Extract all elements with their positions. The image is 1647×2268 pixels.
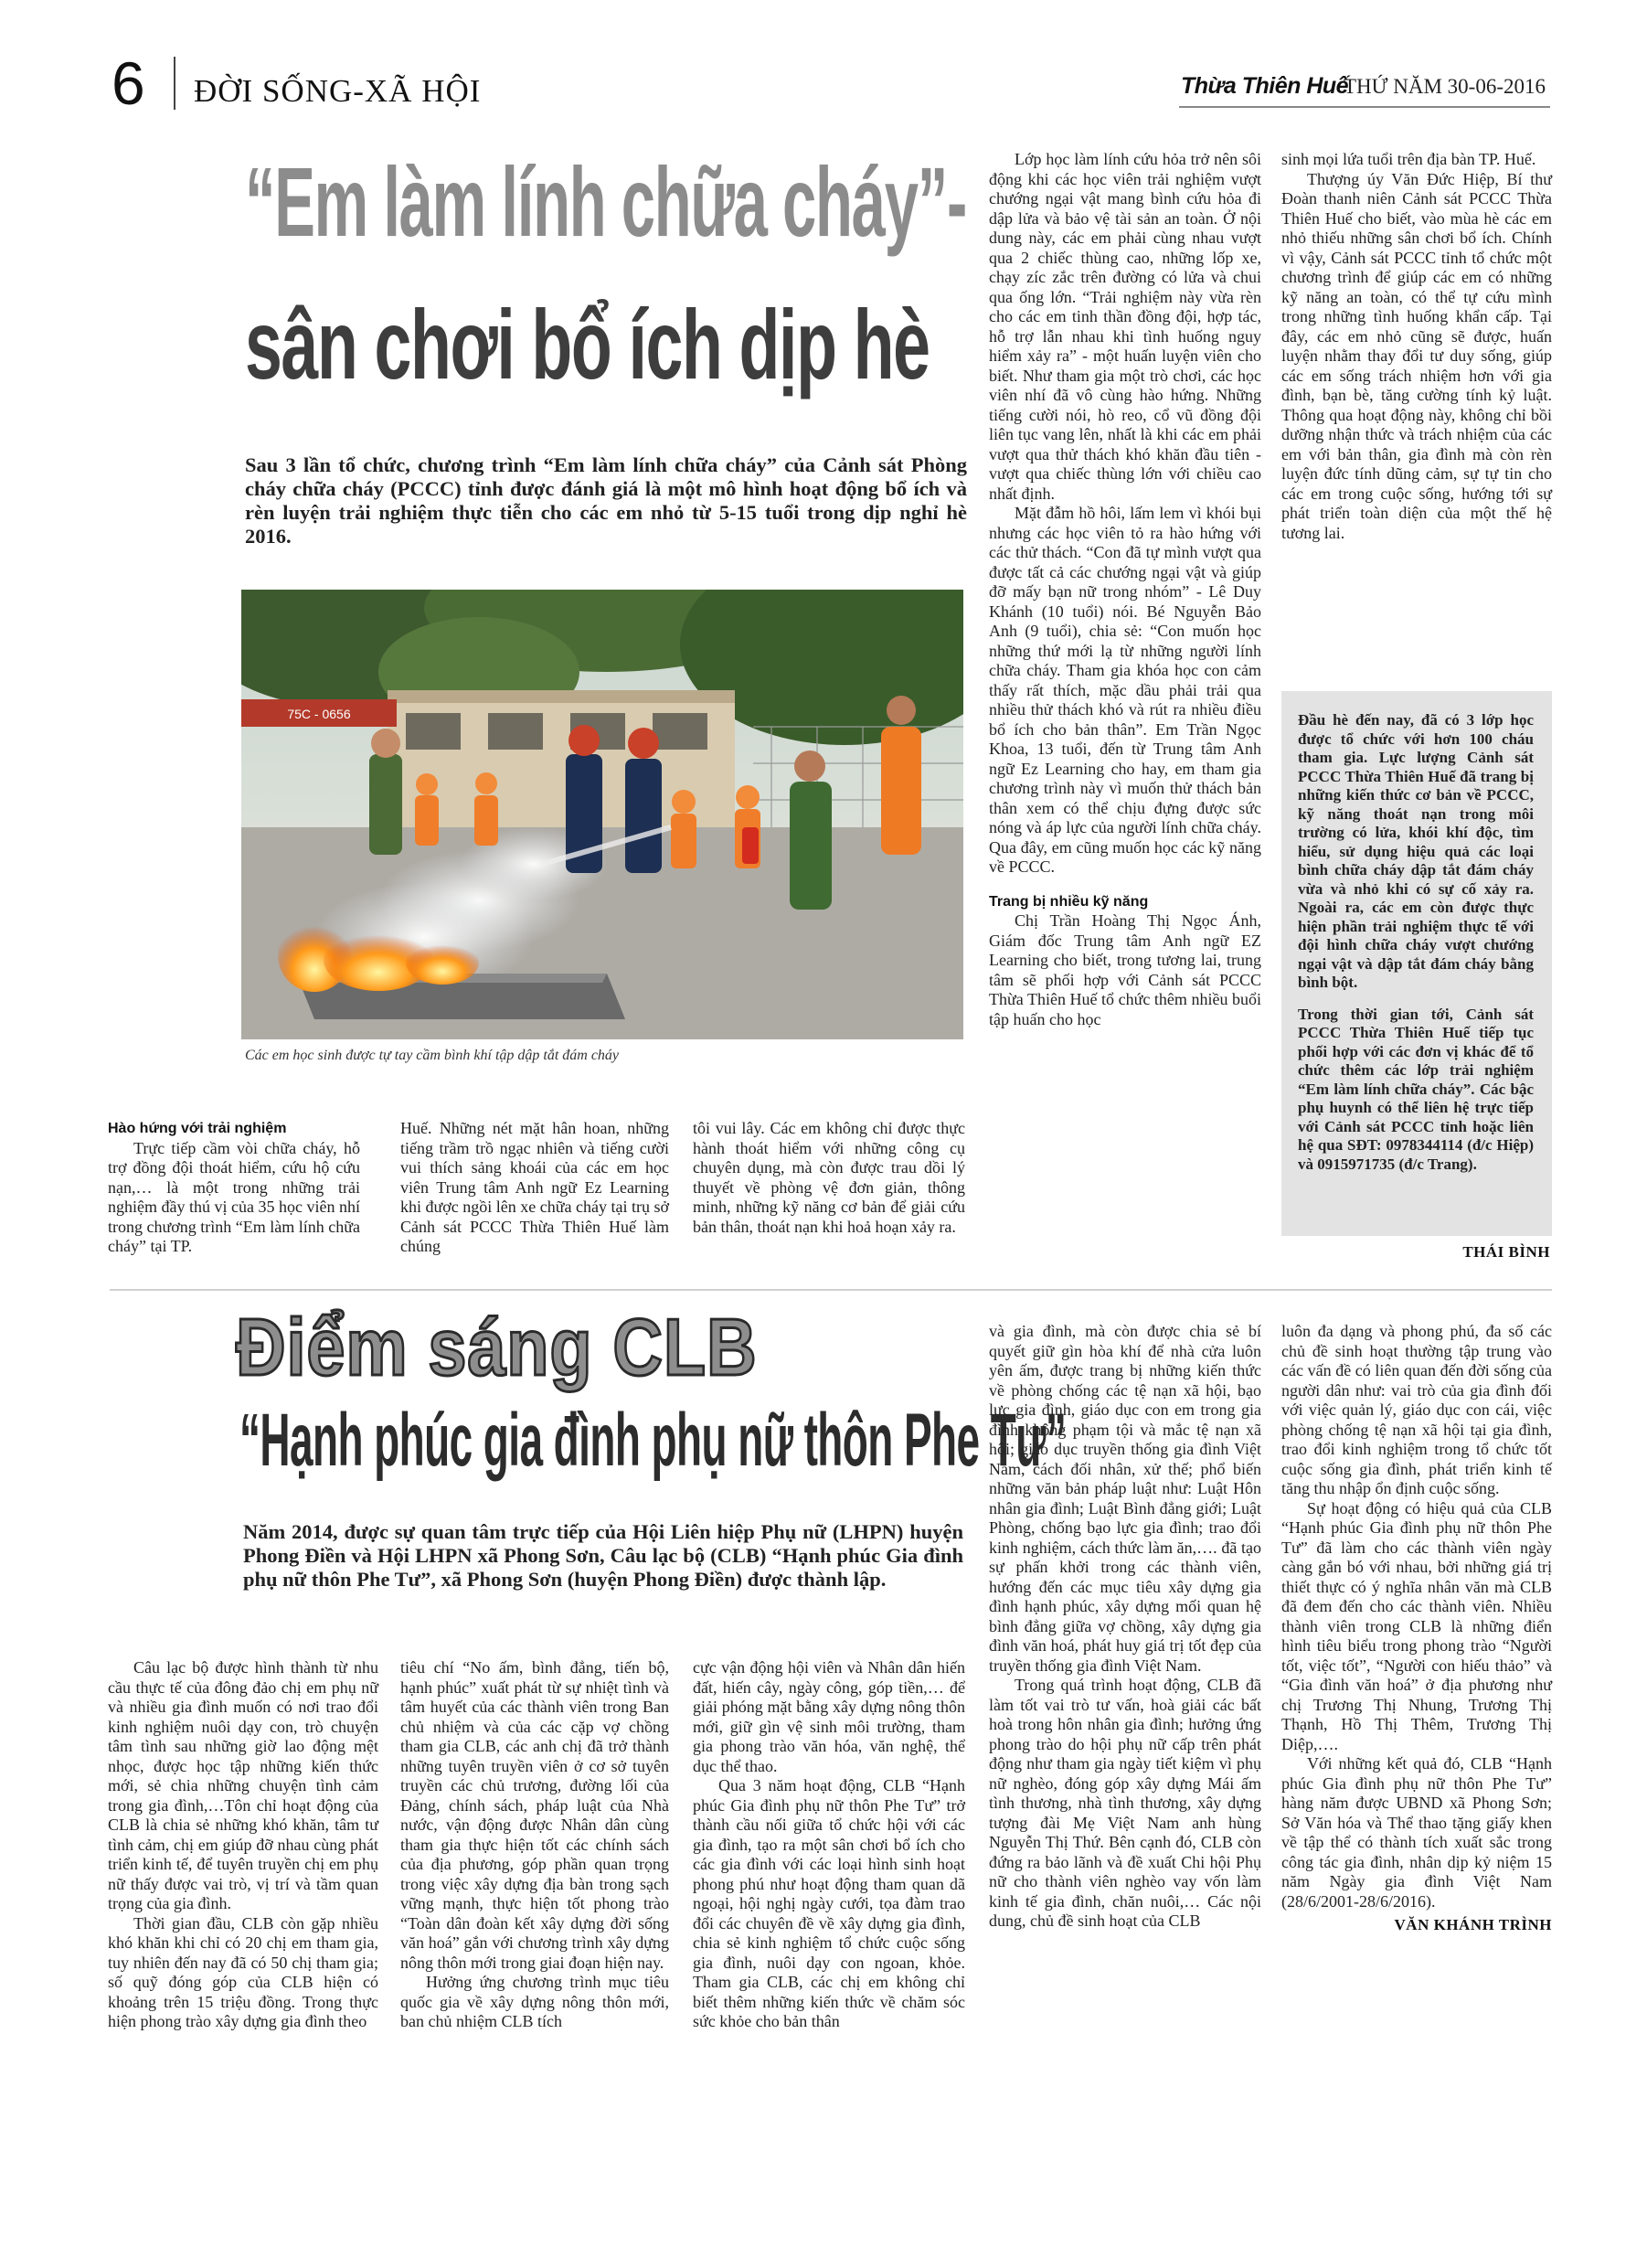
article1-photo xyxy=(241,590,963,1039)
article1-subhead-2: Trang bị nhiều kỹ năng xyxy=(989,893,1149,910)
article1-column1 xyxy=(108,1119,360,1257)
article2-col3-p2: Qua 3 năm hoạt động, CLB “Hạnh phúc Gia đình phụ nữ thôn Phe Tư” trở thành cầu nối giữa tổ chức hội với các gia đình, tạo ra một sân chơi bổ ích cho các gia đình với các loại hình sinh hoạt phong phú như hoạt động tham quan dã ngoại, hội nghị ngày cưới, tọa đàm trao đổi các chuyên đề về xây dựng gia đình, chia sẻ kinh nghiệm tổ chức cuộc sống gia đình, nuôi dạy con ngoan, khỏe. Tham gia CLB, các chị em không chỉ biết thêm những kiến thức về chăm sóc sức khỏe cho bản thân xyxy=(693,1776,965,2030)
truck-plate-text: 75C - 0656 xyxy=(287,707,351,721)
article1-right-column1 xyxy=(989,150,1261,1029)
article1-photo-caption: Các em học sinh được tự tay cầm bình khí tập dập tắt đám cháy xyxy=(245,1048,620,1063)
article1-byline: THÁI BÌNH xyxy=(1462,1243,1550,1261)
publication-name: Thừa Thiên Huế xyxy=(1181,73,1349,99)
article1-column3 xyxy=(693,1119,965,1237)
article2-byline: VĂN KHÁNH TRÌNH xyxy=(1394,1916,1552,1933)
article1-info-box xyxy=(1281,691,1552,1236)
article2-column5 xyxy=(1281,1322,1552,1935)
article1-column2 xyxy=(400,1119,669,1257)
article2-col5-p3: Với những kết quả đó, CLB “Hạnh phúc Gia đình phụ nữ thôn Phe Tư” hàng năm được UBND xã Phong Sơn; Sở Văn hóa và Thể thao tặng giấy khen về tập thể có thành tích xuất sắc trong công tác gia đình, nhân dịp kỷ niệm 15 năm Ngày gia đình Việt Nam (28/6/2001-28/6/2016). xyxy=(1281,1754,1552,1911)
article2-col3-p1: cực vận động hội viên và Nhân dân hiến đất, hiến cây, ngày công, góp tiền,… để giải phóng mặt bằng xây dựng nông thôn mới, giữ gìn vệ sinh môi trường, tham gia phong trào văn hóa, văn nghệ, thể dục thể thao. xyxy=(693,1658,965,1775)
article2-column2 xyxy=(400,1658,669,2032)
article2-column1 xyxy=(108,1658,378,2032)
article1-col1-paragraph: Trực tiếp cầm vòi chữa cháy, hỗ trợ đồng đội thoát hiểm, cứu hộ cứu nạn,… là một trong những trải nghiệm đầy thú vị của 35 học viên nhí trong chương trình “Em làm lính chữa cháy” tại TP. xyxy=(108,1138,360,1255)
article1-col3-paragraph: tôi vui lây. Các em không chỉ được thực hành thoát hiểm với những công cụ chuyên dụng, mà còn được trau dồi lý thuyết về phòng vệ đơn giản, thông minh, những kỹ năng cơ bản để giải cứu bản thân, thoát nạn khi hoả hoạn xảy ra. xyxy=(693,1119,965,1236)
article1-subhead-1: Hào hứng với trải nghiệm xyxy=(108,1121,287,1136)
article2-title-line1: Điểm sáng CLB xyxy=(236,1302,758,1392)
article1-right-column2 xyxy=(1281,150,1552,543)
article1-title-line1: “Em làm lính chữa cháy”- xyxy=(245,146,966,257)
article2-title-line2: “Hạnh phúc gia đình phụ nữ thôn Phe Tư” xyxy=(239,1399,1067,1482)
article2-col5-p2: Sự hoạt động có hiệu quả của CLB “Hạnh phúc Gia đình phụ nữ thôn Phe Tư” đã làm cho các thành viên ngày càng gắn bó với nhau, bởi những giá trị thiết thực có ý nghĩa nhân văn mà CLB đã đem đến cho các thành viên. Nhiều thành viên trong CLB là những điển hình tiêu biểu trong phong trào “Người tốt, việc tốt”, “Người con hiếu thảo” và “Gia đình văn hoá” ở địa phương như chị Trương Thị Nhung, Trương Thị Thạnh, Hồ Thị Thêm, Trương Thị Diệp,…. xyxy=(1281,1498,1552,1753)
section-title: ĐỜI SỐNG-XÃ HỘI xyxy=(194,73,482,109)
header-rule xyxy=(1179,106,1550,108)
article2-column3 xyxy=(693,1658,965,2032)
article2-column4 xyxy=(989,1322,1261,1932)
article2-col2-p1: tiêu chí “No ấm, bình đẳng, tiến bộ, hạnh phúc” xuất phát từ sự nhiệt tình và tâm huyết của các thành viên trong Ban chủ nhiệm và của các cặp vợ chồng tham gia CLB, các anh chị đã trở thành những tuyên truyền viên ở cơ sở tuyên truyền các chủ trương, đường lối của Đảng, chính sách, pháp luật của Nhà nước, vận động được Nhân dân cùng tham gia thực hiện tốt các chính sách của địa phương, góp phần quan trọng trong việc xây dựng địa bàn trong sạch vững mạnh, thực hiện tốt phong trào “Toàn dân đoàn kết xây dựng đời sống văn hoá” gắn với chương trình xây dựng nông thôn mới trong giai đoạn hiện nay. xyxy=(400,1658,669,1972)
article1-right2-p1: sinh mọi lứa tuổi trên địa bàn TP. Huế. xyxy=(1281,150,1536,168)
article1-box-text xyxy=(1281,691,1552,1201)
article1-box-p2: Trong thời gian tới, Cảnh sát PCCC Thừa Thiên Huế tiếp tục phối hợp với các đơn vị khác để tổ chức thêm các lớp trải nghiệm “Em làm lính chữa cháy”. Các bậc phụ huynh có thể liên hệ trực tiếp với Cảnh sát PCCC tỉnh hoặc liên hệ qua SĐT: 0978344114 (đ/c Hiệp) và 0915971735 (đ/c Trang). xyxy=(1298,1005,1534,1173)
article1-col2-paragraph: Huế. Những nét mặt hân hoan, những tiếng trầm trồ ngạc nhiên và tiếng cười vui thích sảng khoái của các em học viên Trung tâm Anh ngữ Ez Learning khi được ngồi lên xe chữa cháy tại trụ sở Cảnh sát PCCC Thừa Thiên Huế làm chúng xyxy=(400,1119,669,1255)
article2-lede: Năm 2014, được sự quan tâm trực tiếp của Hội Liên hiệp Phụ nữ (LHPN) huyện Phong Điền và Hội LHPN xã Phong Sơn, Câu lạc bộ (CLB) “Hạnh phúc Gia đình phụ nữ thôn Phe Tư”, xã Phong Sơn (huyện Phong Điền) được thành lập. xyxy=(243,1520,963,1591)
article-separator xyxy=(110,1289,1552,1291)
page-number: 6 xyxy=(112,49,145,117)
article2-col4-p1: và gia đình, mà còn được chia sẻ bí quyết giữ gìn hòa khí để nhà cửa luôn yên ấm, được trang bị những kiến thức về phòng chống các tệ nạn xã hội, bạo lực gia đình, giáo dục con em trong gia đình không phạm tội và mắc tệ nạn xã hội; giáo dục truyền thống gia đình Việt Nam, cách đối nhân, xử thế; phổ biến những văn bản pháp luật như: Luật Hôn nhân gia đình; Luật Bình đẳng giới; Luật Phòng, chống bạo lực gia đình; trao đổi kinh nghiệm, cách thức làm ăn,…. đã tạo sự phấn khởi trong các thành viên, hướng đến các mục tiêu xây dựng gia đình hạnh phúc, xây dựng mối quan hệ bình đẳng giữa vợ chồng, xây dựng gia đình văn hoá, phát huy giá trị tốt đẹp của truyền thống gia đình Việt Nam. xyxy=(989,1322,1261,1675)
article1-box-p1: Đầu hè đến nay, đã có 3 lớp học được tổ chức với hơn 100 cháu tham gia. Lực lượng Cảnh sát PCCC Thừa Thiên Huế đã trang bị những kiến thức cơ bản về PCCC, kỹ năng thoát nạn trong môi trường có lửa, khói khí độc, tìm hiểu, sử dụng hiệu quả các loại bình chữa cháy dập tắt đám cháy vừa và nhỏ khi có sự cố xảy ra. Ngoài ra, các em còn được thực hiện phần trải nghiệm thực tế với đội hình chữa cháy vượt chướng ngại vật và dập tắt đám cháy bằng bình bột. xyxy=(1298,711,1534,991)
article1-right1-p1: Lớp học làm lính cứu hỏa trở nên sôi động khi các học viên trải nghiệm vượt chướng ngại vật mang bình cứu hỏa đi dập lửa và bảo vệ tài sản an toàn. Ở nội dung này, các em phải cùng nhau vượt qua 2 chiếc thùng cao, những lốp xe, chạy zíc zắc trên đường có lửa và chui qua ống lớn. “Trải nghiệm này vừa rèn cho các em tinh thần đồng đội, hợp tác, hỗ trợ lẫn nhau khi tình huống nguy hiểm xảy ra” - một huấn luyện viên cho biết. Như tham gia một trò chơi, các học viên nhí đã vô cùng hào hứng. Những tiếng cười nói, hò reo, cổ vũ đồng đội liên tục vang lên, nhất là khi các em phải vượt qua thử thách khó khăn đầu tiên - vượt qua chiếc thùng lớn với chiều cao nhất định. xyxy=(989,150,1261,503)
article1-right1-p2: Mặt đẫm hồ hôi, lấm lem vì khói bụi nhưng các học viên tỏ ra hào hứng với các thử thách. “Con đã tự mình vượt qua được tất cả các chướng ngại vật và giúp đỡ mấy bạn nữ trong nhóm” - Lê Duy Khánh (10 tuổi) nói. Bé Nguyễn Bảo Anh (9 tuổi), chia sẻ: “Con muốn học những thứ mới lạ từ những người lính chữa cháy. Tham gia khóa học con cảm thấy rất thích, mặc dầu phải trải qua nhiều thử thách khó và rút ra nhiều điều bổ ích cho bản thân”. Em Trần Ngọc Khoa, 13 tuổi, đến từ Trung tâm Anh ngữ Ez Learning cho hay, em tham gia chương trình này vì muốn thử thách bản thân xem có thể chịu đựng được sức nóng và áp lực của người lính chữa cháy. Qua đây, em cũng muốn học các kỹ năng về PCCC. xyxy=(989,504,1261,876)
article1-right2-p2: Thượng úy Văn Đức Hiệp, Bí thư Đoàn thanh niên Cảnh sát PCCC Thừa Thiên Huế cho biết, vào mùa hè các em nhỏ thiếu những sân chơi bổ ích. Chính vì vậy, Cảnh sát PCCC tỉnh tổ chức một chương trình để giúp các em có những kỹ năng an toàn, có thể tự cứu mình trong những tình huống khẩn cấp. Tại đây, các em nhỏ cũng sẽ được, huấn luyện nhằm thay đổi tư duy sống, giúp các em sống trách nhiệm hơn với gia đình, bạn bè, tăng cường tính kỷ luật. Thông qua hoạt động này, không chỉ bồi dưỡng nhận thức và trách nhiệm của các em với bản thân, gia đình mà còn rèn luyện đức tính dũng cảm, sự tự tin cho các em trong cuộc sống, hướng tới sự phát triển toàn diện của một thế hệ tương lai. xyxy=(1281,169,1552,542)
article2-col4-p2: Trong quá trình hoạt động, CLB đã làm tốt vai trò tư vấn, hoà giải các bất hoà trong hôn nhân gia đình; hưởng ứng phong trào do hội phụ nữ cấp trên phát động như tham gia ngày tiết kiệm vì phụ nữ nghèo, đóng góp xây dựng Mái ấm tình thương, nhà tình thương, xây dựng tượng đài Mẹ Việt Nam anh hùng Nguyễn Thị Thứ. Bên cạnh đó, CLB còn đứng ra bảo lãnh và đề xuất Chi hội Phụ nữ cho thành viên nghèo vay vốn làm kinh tế gia đình, chăn nuôi,… Các nội dung, chủ đề sinh hoạt của CLB xyxy=(989,1676,1261,1930)
article1-title-line2: sân chơi bổ ích dịp hè xyxy=(245,289,930,399)
issue-date: THỨ NĂM 30-06-2016 xyxy=(1344,75,1546,98)
article2-col1-p1: Câu lạc bộ được hình thành từ nhu cầu thực tế của đông đảo chị em phụ nữ và nhiều gia đình muốn có nơi trao đổi kinh nghiệm nuôi dạy con, trò chuyện tâm tình sau những giờ lao động mệt nhọc, được học tập những kiến thức mới, sẻ chia những chuyện tình cảm trong gia đình,…Tôn chỉ hoạt động của CLB là chia sẻ những khó khăn, tâm tư tình cảm, chị em giúp đỡ nhau cùng phát triển kinh tế, để tuyên truyền chị em phụ nữ thấy được vai trò, vị trí và tầm quan trọng của gia đình. xyxy=(108,1658,378,1912)
article2-col2-p2: Hưởng ứng chương trình mục tiêu quốc gia về xây dựng nông thôn mới, ban chủ nhiệm CLB tích xyxy=(400,1973,669,2030)
article2-col5-p1: luôn đa dạng và phong phú, đa số các chủ đề sinh hoạt thường tập trung vào các vấn đề có liên quan đến đời sống của người dân như: vai trò của gia đình đối với việc quản lý, giáo dục con cái, việc phòng chống tệ nạn xã hội tại gia đình, trao đổi kinh nghiệm trong tổ chức tốt cuộc sống gia đình, phát triển kinh tế tăng thu nhập ổn định cuộc sống. xyxy=(1281,1322,1552,1497)
article1-right1-p3: Chị Trần Hoàng Thị Ngọc Ánh, Giám đốc Trung tâm Anh ngữ EZ Learning cho biết, trong tương lai, trung tâm sẽ phối hợp với Cảnh sát PCCC Thừa Thiên Huế tổ chức thêm nhiều buổi tập huấn cho học xyxy=(989,911,1261,1028)
article2-col1-p2: Thời gian đầu, CLB còn gặp nhiều khó khăn khi chỉ có 20 chị em tham gia, tuy nhiên đến nay đã có 50 chị tham gia; số quỹ đóng góp của CLB hiện có khoảng trên 15 triệu đồng. Trong thực hiện phong trào xây dựng gia đình theo xyxy=(108,1913,378,2030)
header-divider xyxy=(174,57,175,110)
fire-drill-photo xyxy=(241,590,963,1039)
article1-lede: Sau 3 lần tổ chức, chương trình “Em làm lính chữa cháy” của Cảnh sát Phòng cháy chữa cháy (PCCC) tỉnh được đánh giá là một mô hình hoạt động bổ ích và rèn luyện trải nghiệm thực tiễn cho các em nhỏ từ 5-15 tuổi trong dịp nghỉ hè 2016. xyxy=(245,453,967,548)
